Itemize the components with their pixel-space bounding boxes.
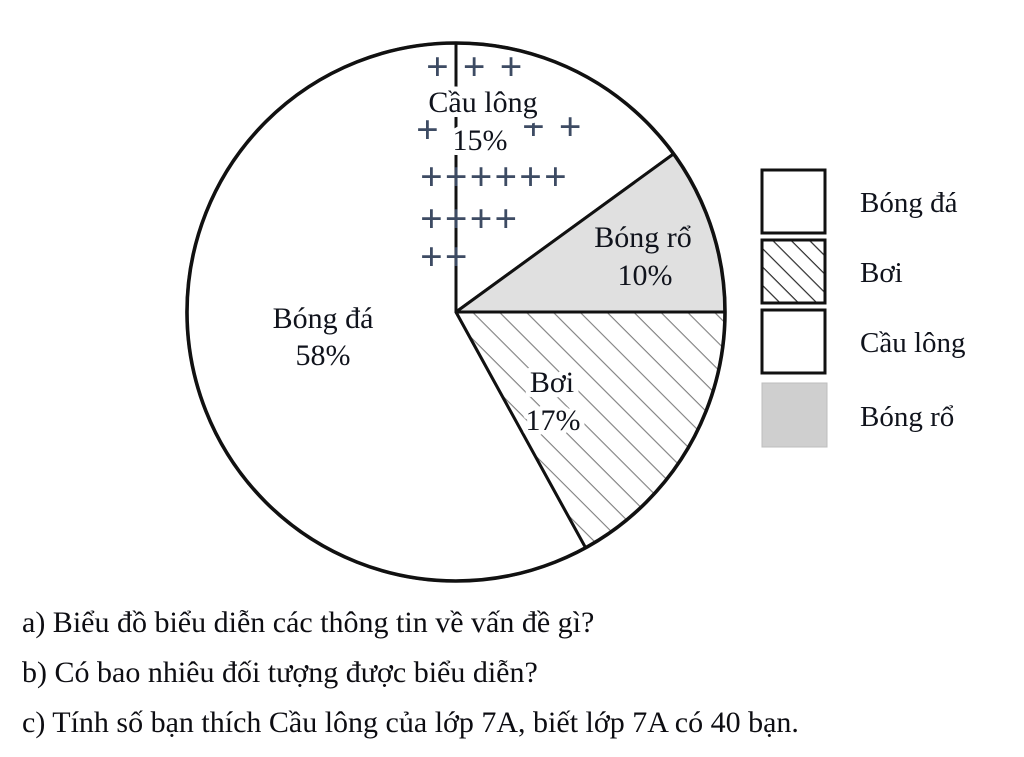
legend-label-bong-ro: Bóng rổ [860,401,955,433]
slice-value-boi: 17% [525,404,581,437]
question-a: a) Biểu đồ biểu diễn các thông tin về vấn đề gì? [22,606,595,639]
plus-row: ++ [420,234,470,279]
plus-row: ++++++ [420,154,569,199]
legend-swatch-bong-da [762,170,825,233]
question-c: c) Tính số bạn thích Cầu lông của lớp 7A, biết lớp 7A có 40 bạn. [22,706,799,739]
slice-value-bong-ro: 10% [617,259,673,292]
plus-row: + + + [426,44,525,89]
legend-label-boi: Bơi [860,257,903,289]
slice-value-bong-da: 58% [295,339,351,372]
legend-label-cau-long: Cầu lông [860,327,966,359]
question-b: b) Có bao nhiêu đối tượng được biểu diễn? [22,656,538,689]
legend-swatch-boi [762,240,825,303]
slice-label-boi: Bơi [529,366,575,399]
plus-row: ++++ [420,196,520,241]
plus-row: + [416,107,441,152]
legend-label-bong-da: Bóng đá [860,187,958,219]
slice-label-bong-da: Bóng đá [272,302,374,335]
plus-row: + + [522,104,584,149]
chart-legend [762,170,966,447]
slice-value-cau-long: 15% [452,124,508,157]
legend-swatch-cau-long [762,310,825,373]
slice-label-bong-ro: Bóng rổ [594,221,692,254]
slice-label-cau-long: Cầu lông [428,86,538,119]
legend-swatch-bong-ro [762,383,827,447]
